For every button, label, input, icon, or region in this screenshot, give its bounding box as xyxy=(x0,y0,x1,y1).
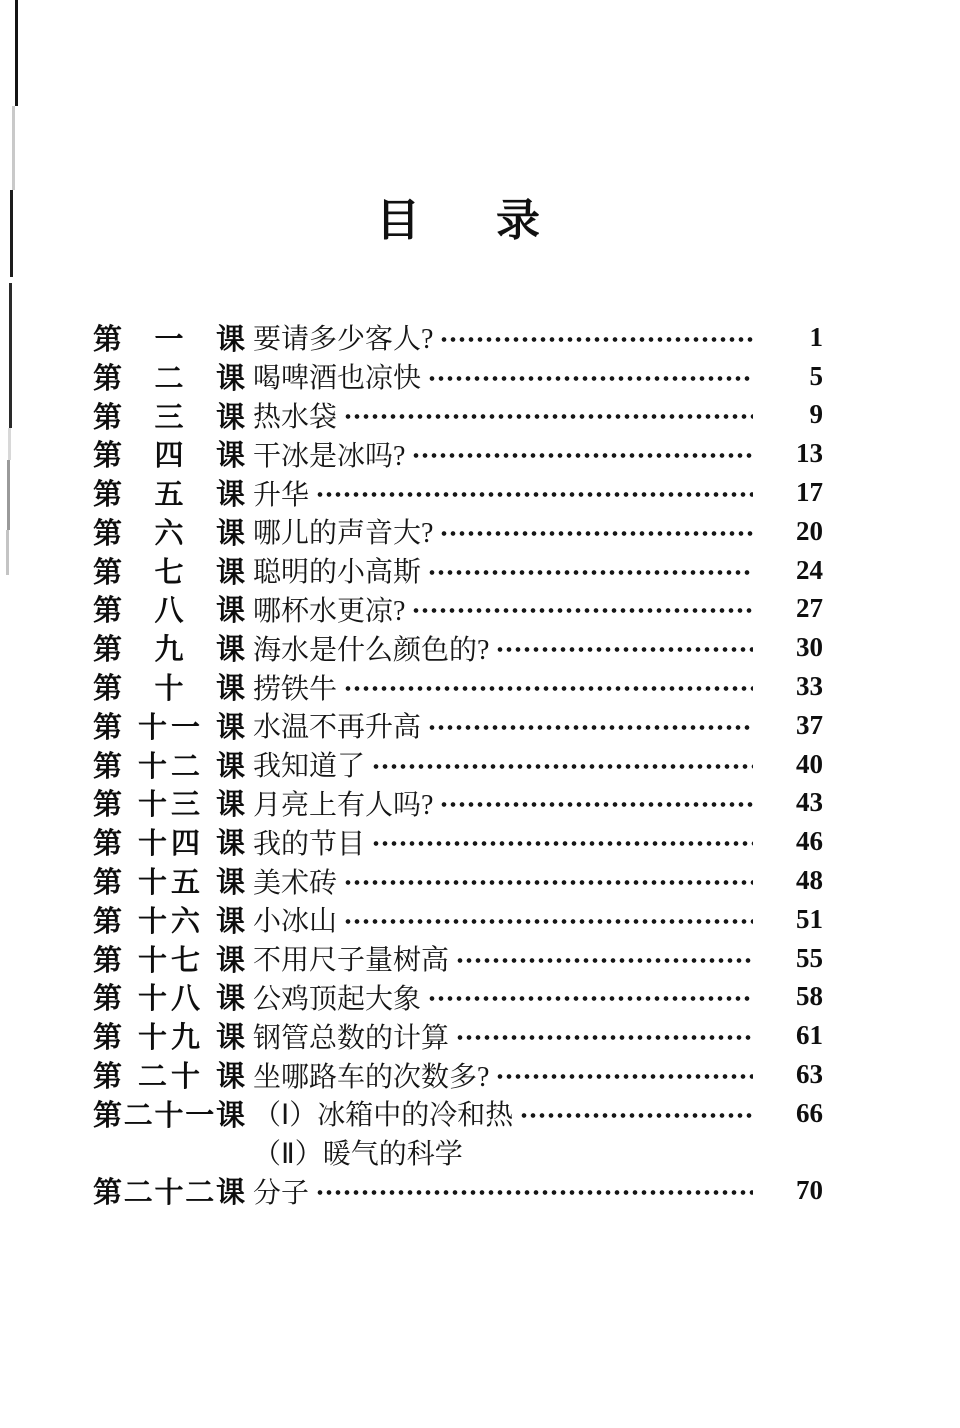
lesson-title: 小冰山 xyxy=(253,906,338,938)
lesson-title: 聪明的小高斯 xyxy=(253,557,422,589)
page-number: 51 xyxy=(796,903,823,934)
lesson-row xyxy=(93,1172,823,1211)
lesson-number: 第 十七 课 xyxy=(93,944,245,977)
dot-leader xyxy=(429,995,753,1002)
lesson-number: 第 十四 课 xyxy=(93,828,245,861)
document-title xyxy=(93,196,823,246)
lesson-row xyxy=(93,978,823,1017)
lesson-number: 第 十九 课 xyxy=(93,1022,245,1055)
lesson-number: 第二十二课 xyxy=(93,1177,245,1210)
lesson-title: 我的节目 xyxy=(253,828,366,860)
lesson-row xyxy=(93,473,823,512)
lesson-title: 不用尺子量树高 xyxy=(253,945,450,977)
lesson-title: 升华 xyxy=(253,479,310,511)
lesson-row xyxy=(93,357,823,396)
dot-leader xyxy=(457,957,753,964)
lesson-row xyxy=(93,822,823,861)
dot-leader xyxy=(441,530,753,537)
page-number: 37 xyxy=(796,709,823,740)
dot-leader xyxy=(345,413,753,420)
lesson-row xyxy=(93,939,823,978)
page-number: 61 xyxy=(796,1020,823,1051)
document-title-text: 目录 xyxy=(376,196,616,245)
lesson-number: 第 六 课 xyxy=(93,517,245,550)
lesson-title: 要请多少客人? xyxy=(253,324,434,356)
lesson-number: 第 十二 课 xyxy=(93,750,245,783)
dot-leader xyxy=(521,1112,753,1119)
page-number: 5 xyxy=(809,360,823,391)
dot-leader xyxy=(345,879,753,886)
page-number: 66 xyxy=(796,1097,823,1128)
page-number: 33 xyxy=(796,671,823,702)
page-number: 40 xyxy=(796,748,823,779)
lesson-row xyxy=(93,1094,823,1133)
lesson-number: 第 三 课 xyxy=(93,401,245,434)
lesson-number: 第 五 课 xyxy=(93,479,245,512)
lesson-title: 我知道了 xyxy=(253,751,366,783)
lesson-number: 第 二 课 xyxy=(93,362,245,395)
lesson-row xyxy=(93,512,823,551)
lesson-number: 第 八 课 xyxy=(93,595,245,628)
page-number: 1 xyxy=(809,321,823,352)
dot-leader xyxy=(413,607,753,614)
page-number: 70 xyxy=(796,1175,823,1206)
lesson-row xyxy=(93,706,823,745)
lesson-title: 美术砖 xyxy=(253,867,338,899)
lesson-title: 分子 xyxy=(253,1177,310,1209)
lesson-row xyxy=(93,784,823,823)
lesson-row xyxy=(93,900,823,939)
lesson-row xyxy=(93,551,823,590)
lesson-row xyxy=(93,396,823,435)
lesson-number: 第 二十 课 xyxy=(93,1061,245,1094)
lesson-number: 第二十一课 xyxy=(93,1099,245,1132)
dot-leader xyxy=(317,1189,753,1196)
page-number: 58 xyxy=(796,981,823,1012)
dot-leader xyxy=(441,336,753,343)
lesson-number: 第 七 课 xyxy=(93,556,245,589)
lesson-number: 第 十八 课 xyxy=(93,983,245,1016)
dot-leader xyxy=(497,1073,753,1080)
lesson-title: 哪杯水更凉? xyxy=(253,595,406,627)
lesson-row xyxy=(93,318,823,357)
lesson-title: 钢管总数的计算 xyxy=(253,1022,450,1054)
lesson-number: 第 十三 课 xyxy=(93,789,245,822)
dot-leader xyxy=(497,646,753,653)
scan-edge-artifact xyxy=(0,0,24,600)
lesson-number: 第 九 课 xyxy=(93,634,245,667)
dot-leader xyxy=(457,1034,753,1041)
page-number: 17 xyxy=(796,477,823,508)
page-number: 63 xyxy=(796,1059,823,1090)
page-number: 46 xyxy=(796,826,823,857)
lesson-number: 第 十一 课 xyxy=(93,711,245,744)
dot-leader xyxy=(429,724,753,731)
lesson-row xyxy=(93,628,823,667)
lesson-title: （Ⅱ）暖气的科学 xyxy=(253,1139,463,1171)
dot-leader xyxy=(471,1151,753,1158)
lesson-title: 月亮上有人吗? xyxy=(253,789,434,821)
page-number: 9 xyxy=(809,399,823,430)
lesson-row xyxy=(93,590,823,629)
lesson-title: 干冰是冰吗? xyxy=(253,440,406,472)
lesson-row xyxy=(93,745,823,784)
dot-leader xyxy=(373,763,753,770)
lesson-title: 水温不再升高 xyxy=(253,712,422,744)
page-number: 30 xyxy=(796,632,823,663)
lesson-row-continuation xyxy=(93,1133,823,1172)
lesson-title: 喝啤酒也凉快 xyxy=(253,363,422,395)
page-number: 43 xyxy=(796,787,823,818)
dot-leader xyxy=(345,918,753,925)
lesson-title: 哪儿的声音大? xyxy=(253,518,434,550)
lesson-number: 第 十 课 xyxy=(93,673,245,706)
page-number: 27 xyxy=(796,593,823,624)
page-number: 13 xyxy=(796,438,823,469)
lesson-title: （Ⅰ）冰箱中的冷和热 xyxy=(253,1100,514,1132)
dot-leader xyxy=(345,685,753,692)
lesson-number: 第 十六 课 xyxy=(93,905,245,938)
lesson-row xyxy=(93,861,823,900)
dot-leader xyxy=(317,491,753,498)
dot-leader xyxy=(441,801,753,808)
page-number: 20 xyxy=(796,515,823,546)
lesson-title: 捞铁牛 xyxy=(253,673,338,705)
lesson-title: 公鸡顶起大象 xyxy=(253,983,422,1015)
lesson-number: 第 一 课 xyxy=(93,323,245,356)
lesson-title: 热水袋 xyxy=(253,402,338,433)
lesson-title: 海水是什么颜色的? xyxy=(253,634,490,666)
lesson-number: 第 四 课 xyxy=(93,440,245,473)
dot-leader xyxy=(373,840,753,847)
dot-leader xyxy=(429,569,753,576)
dot-leader xyxy=(413,452,753,459)
toc-list xyxy=(93,318,823,1210)
lesson-row xyxy=(93,1016,823,1055)
lesson-row xyxy=(93,1055,823,1094)
lesson-number: 第 十五 课 xyxy=(93,867,245,900)
lesson-title: 坐哪路车的次数多? xyxy=(253,1061,490,1093)
page-number: 48 xyxy=(796,865,823,896)
lesson-row xyxy=(93,667,823,706)
page-number: 55 xyxy=(796,942,823,973)
page-number: 24 xyxy=(796,554,823,585)
lesson-row xyxy=(93,434,823,473)
dot-leader xyxy=(429,375,753,382)
